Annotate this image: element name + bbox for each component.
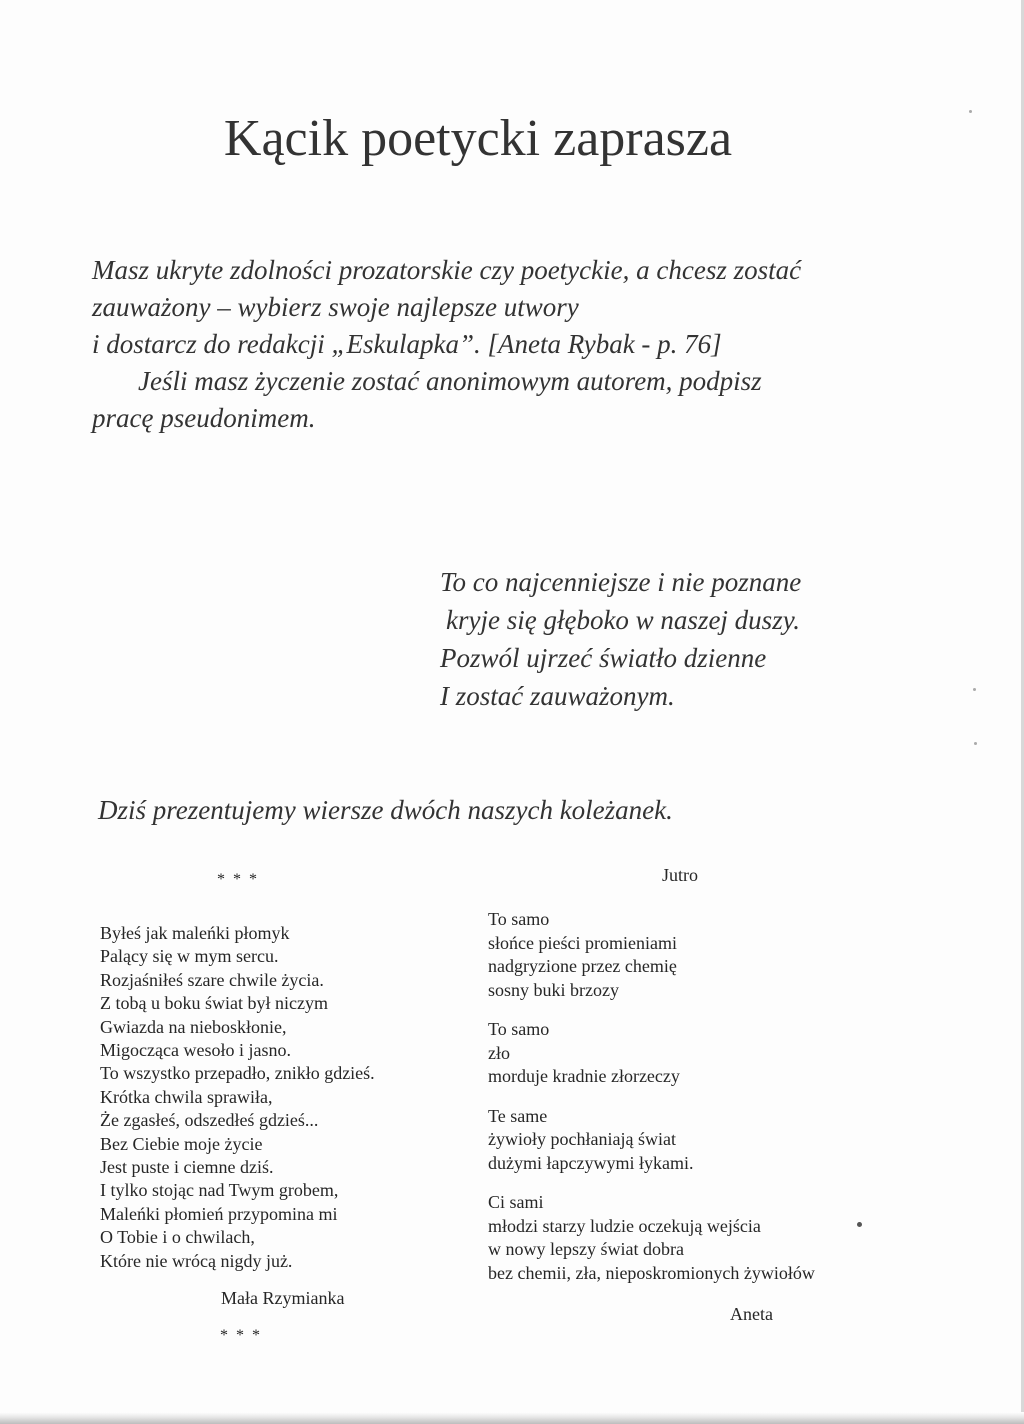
poem-stanza [488,1191,888,1285]
poem-line: słońce pieści promieniami [488,932,677,953]
poem-line: Te same [488,1105,548,1126]
poem-untitled [100,870,440,1346]
poem-line: Jest puste i ciemne dziś. [100,1157,274,1178]
intro-paragraph-2-end [92,400,852,437]
intro-line: pracę pseudonimem. [92,403,316,433]
poem-stars-bottom: * * * [220,1327,262,1345]
poem-line: To samo [488,1019,550,1039]
quote-line: I zostać zauważonym. [440,681,675,711]
poem-line: Krótka chwila sprawiła, [100,1086,273,1107]
scan-speck [969,110,972,113]
scan-speck [973,688,976,691]
poem-line: I tylko stojąc nad Twym grobem, [100,1180,339,1201]
quote-line: Pozwól ujrzeć światło dzienne [440,643,767,673]
poem-line: Bez Ciebie moje życie [100,1133,263,1154]
poem-jutro [488,862,888,1325]
poem-line: Palący się w mym sercu. [100,946,279,967]
intro-text [92,252,852,437]
poem-line: Że zgasłeś, odszedłeś gdzieś... [100,1110,319,1131]
poem-line: nadgryzione przez chemię [488,956,677,976]
poem-line: dużymi łapczywymi łykami. [488,1152,694,1173]
poem-author: Mała Rzymianka [221,1288,345,1309]
poem-line: młodzi starzy ludzie oczekują wejścia [488,1215,761,1236]
poem-stanza [488,1105,888,1176]
intro-line: zauważony – wybierz swoje najlepsze utwory [92,292,579,322]
intro-paragraph-2 [92,363,852,400]
poem-title: Jutro [662,865,698,885]
poem-line: Gwiazda na nieboskłonie, [100,1016,287,1037]
page-title: Kącik poetycki zaprasza [223,110,733,167]
quote-line: kryje się głęboko w naszej duszy. [446,605,800,635]
poem-line: w nowy lepszy świat dobra [488,1239,684,1259]
poem-line: Rozjaśniłeś szare chwile życia. [100,969,324,990]
scan-speck [857,1222,862,1227]
today-heading: Dziś prezentujemy wiersze dwóch naszych koleżanek. [98,795,673,825]
poem-line: zło [488,1042,510,1063]
poem-lines [100,922,440,1273]
poem-line: Z tobą u boku świat był niczym [100,993,328,1014]
poem-line: Ci sami [488,1192,544,1212]
intro-line: Jeśli masz życzenie zostać anonimowym autorem, podpisz [138,366,762,396]
poem-line: To samo [488,909,550,929]
poem-line: Migocząca wesoło i jasno. [100,1040,291,1061]
poem-line: Maleńki płomień przypomina mi [100,1203,338,1224]
poem-line: Które nie wrócą nigdy już. [100,1250,293,1271]
intro-paragraph-1 [92,252,852,363]
poem-line: morduje kradnie złorzeczy [488,1066,680,1086]
poem-stanza [488,1018,888,1089]
quote-line: To co najcenniejsze i nie poznane [440,567,802,597]
poem-line: To wszystko przepadło, znikło gdzieś. [100,1063,375,1084]
motto-quote [440,563,860,715]
poem-author: Aneta [730,1304,773,1324]
poem-line: O Tobie i o chwilach, [100,1227,255,1248]
poem-line: sosny buki brzozy [488,979,619,1000]
poem-stanza [488,908,888,1002]
intro-line: Masz ukryte zdolności prozatorskie czy poetyckie, a chcesz zostać [92,255,802,285]
intro-line: i dostarcz do redakcji „Eskulapka”. [Aneta Rybak - p. 76] [92,329,722,359]
poem-line: żywioły pochłaniają świat [488,1129,676,1149]
poem-stars-top: * * * [217,871,259,888]
scan-edge-bottom [0,1412,1024,1424]
poem-line: bez chemii, zła, nieposkromionych żywiołów [488,1262,815,1283]
poem-line: Byłeś jak maleńki płomyk [100,923,290,943]
scan-speck [974,742,977,745]
